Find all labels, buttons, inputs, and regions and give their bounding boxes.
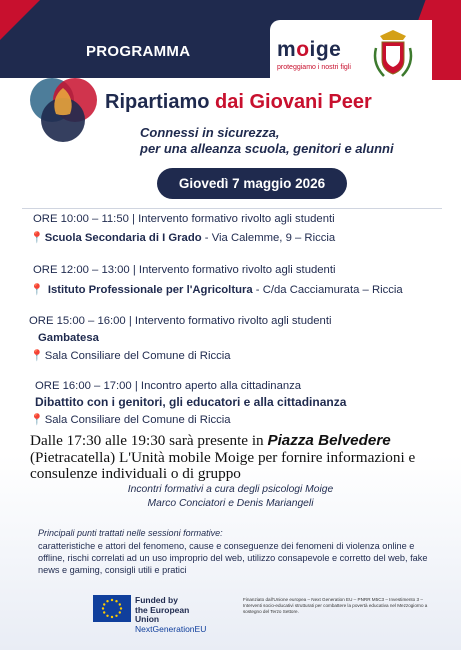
map-pin-icon: 📍 (30, 414, 44, 426)
mobile-unit-notice: Dalle 17:30 alle 19:30 sarà presente in Piazza Belvedere (Pietracatella) L'Unità mobile Moige per fornire informazioni e consulenze individuali o di gruppo (30, 432, 416, 482)
schedule-place-3: Gambatesa (38, 332, 99, 344)
eu-funding-text: Funded by the European Union NextGenerationEU (135, 595, 207, 634)
schedule-detail-3: 📍Sala Consiliare del Comune di Riccia (30, 350, 231, 362)
schedule-time-1: ORE 10:00 – 11:50 | Intervento formativo rivolto agli studenti (33, 213, 335, 225)
programma-label: PROGRAMMA (86, 43, 191, 60)
date-badge: Giovedì 7 maggio 2026 (157, 168, 347, 199)
schedule-place-4: Dibattito con i genitori, gli educatori e alla cittadinanza (35, 395, 347, 409)
moige-tagline: proteggiamo i nostri figli (277, 64, 351, 71)
funding-note: Finanziato dall'Unione europea – Next Generation EU – PNRR M5C3 – Investimento 3 – Interventi socio-educativi strutturati per combattere la povertà educativa nel Mezzogiorno a sostegno del Terzo Settore. (243, 597, 428, 614)
schedule-place-1: 📍Scuola Secondaria di I Grado - Via Calemme, 9 – Riccia (30, 232, 336, 244)
map-pin-icon: 📍 (30, 350, 44, 362)
schedule-place-2: 📍 Istituto Professionale per l'Agricoltura - C/da Cacciamurata – Riccia (30, 284, 403, 296)
map-pin-icon: 📍 (30, 284, 44, 296)
eu-funding-logo (93, 595, 215, 634)
subtitle: Connessi in sicurezza, per una alleanza scuola, genitori e alunni (140, 125, 394, 156)
map-pin-icon: 📍 (30, 232, 44, 244)
eu-flag-icon (93, 595, 131, 622)
topics-heading: Principali punti trattati nelle sessioni formative: (38, 528, 223, 538)
schedule-detail-4: 📍Sala Consiliare del Comune di Riccia (30, 414, 231, 426)
psychologists-line-2: Marco Conciatori e Denis Mariangeli (147, 498, 314, 509)
peer-circles-icon (25, 74, 105, 146)
psychologists-line-1: Incontri formativi a cura degli psicologi Moige (127, 484, 334, 495)
moige-logo: moige (277, 38, 342, 61)
topics-text: caratteristiche e attori del fenomeno, cause e conseguenze dei fenomeni di violenza online e offline, rischi correlati ad un uso improprio del web, utilizzo consapevole e corretto del web, fake news e gaming, consigli utili e pratici (38, 541, 428, 575)
municipal-crest-icon (370, 28, 416, 80)
schedule-time-2: ORE 12:00 – 13:00 | Intervento formativo rivolto agli studenti (33, 264, 336, 276)
schedule-time-4: ORE 16:00 – 17:00 | Incontro aperto alla cittadinanza (35, 380, 302, 392)
divider (22, 208, 442, 209)
schedule-time-3: ORE 15:00 – 16:00 | Intervento formativo rivolto agli studenti (29, 315, 332, 327)
page-title: Ripartiamo dai Giovani Peer (105, 91, 372, 113)
